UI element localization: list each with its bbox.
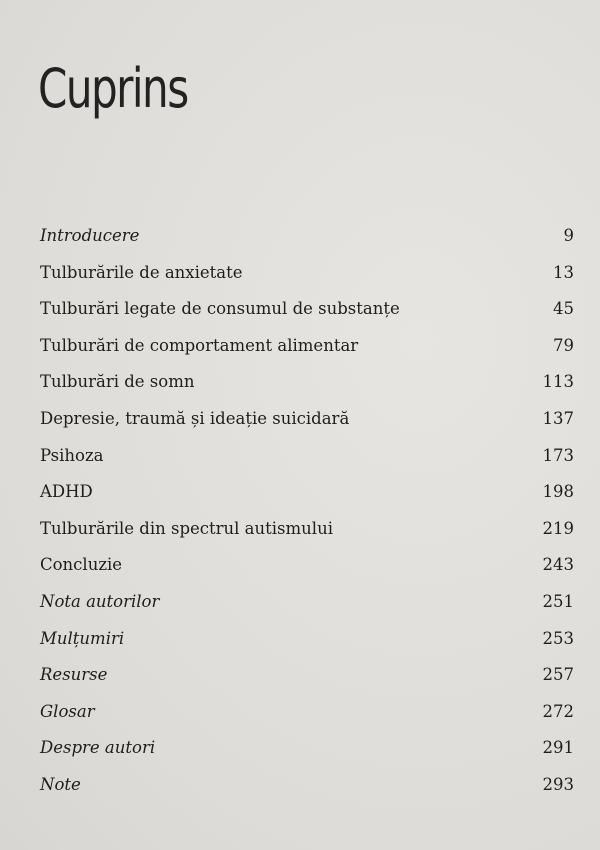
toc-entry-page-number: 253 [542, 628, 574, 648]
toc-entry [0, 364, 600, 401]
toc-entry-page-number: 198 [542, 482, 574, 502]
toc-entry-page-number: 79 [553, 335, 574, 355]
table-of-contents [0, 218, 600, 804]
toc-entry-title: Mulțumiri [40, 628, 125, 648]
page-title: Cuprins [38, 57, 188, 120]
toc-entry [0, 291, 600, 328]
toc-entry-title: Depresie, traumă și ideație suicidară [40, 408, 350, 428]
toc-entry [0, 474, 600, 511]
toc-entry-title: Tulburările de anxietate [40, 262, 243, 282]
toc-entry-page-number: 113 [542, 372, 574, 392]
toc-entry [0, 255, 600, 292]
toc-entry-page-number: 272 [542, 701, 574, 721]
toc-entry-page-number: 293 [542, 774, 574, 794]
toc-entry-title: Introducere [40, 226, 140, 245]
toc-entry-page-number: 13 [553, 262, 574, 282]
toc-entry-page-number: 251 [542, 591, 574, 611]
toc-entry [0, 328, 600, 365]
toc-entry-page-number: 9 [563, 226, 574, 245]
toc-entry [0, 694, 600, 731]
toc-entry-page-number: 45 [553, 299, 574, 319]
toc-entry-title: Tulburări de somn [40, 372, 195, 392]
toc-entry-title: ADHD [40, 482, 93, 502]
toc-entry [0, 621, 600, 658]
toc-entry-title: Tulburările din spectrul autismului [40, 518, 333, 538]
toc-entry [0, 218, 600, 255]
toc-entry-title: Tulburări de comportament alimentar [40, 335, 359, 355]
toc-entry [0, 511, 600, 548]
toc-entry [0, 401, 600, 438]
toc-entry-title: Glosar [40, 701, 95, 721]
toc-entry-page-number: 219 [542, 518, 574, 538]
toc-entry-title: Nota autorilor [40, 591, 160, 611]
toc-entry-title: Note [40, 774, 81, 794]
toc-entry [0, 547, 600, 584]
toc-entry [0, 584, 600, 621]
toc-entry-page-number: 137 [542, 408, 574, 428]
toc-entry [0, 438, 600, 475]
toc-entry [0, 657, 600, 694]
toc-entry [0, 730, 600, 767]
toc-entry [0, 767, 600, 804]
toc-entry-title: Psihoza [40, 445, 104, 465]
toc-entry-page-number: 173 [542, 445, 574, 465]
toc-entry-title: Despre autori [40, 738, 156, 758]
toc-entry-title: Concluzie [40, 555, 123, 575]
toc-entry-page-number: 243 [542, 555, 574, 575]
toc-entry-page-number: 257 [542, 665, 574, 685]
toc-entry-title: Tulburări legate de consumul de substanțe [40, 299, 400, 319]
toc-entry-page-number: 291 [542, 738, 574, 758]
toc-entry-title: Resurse [40, 665, 108, 685]
